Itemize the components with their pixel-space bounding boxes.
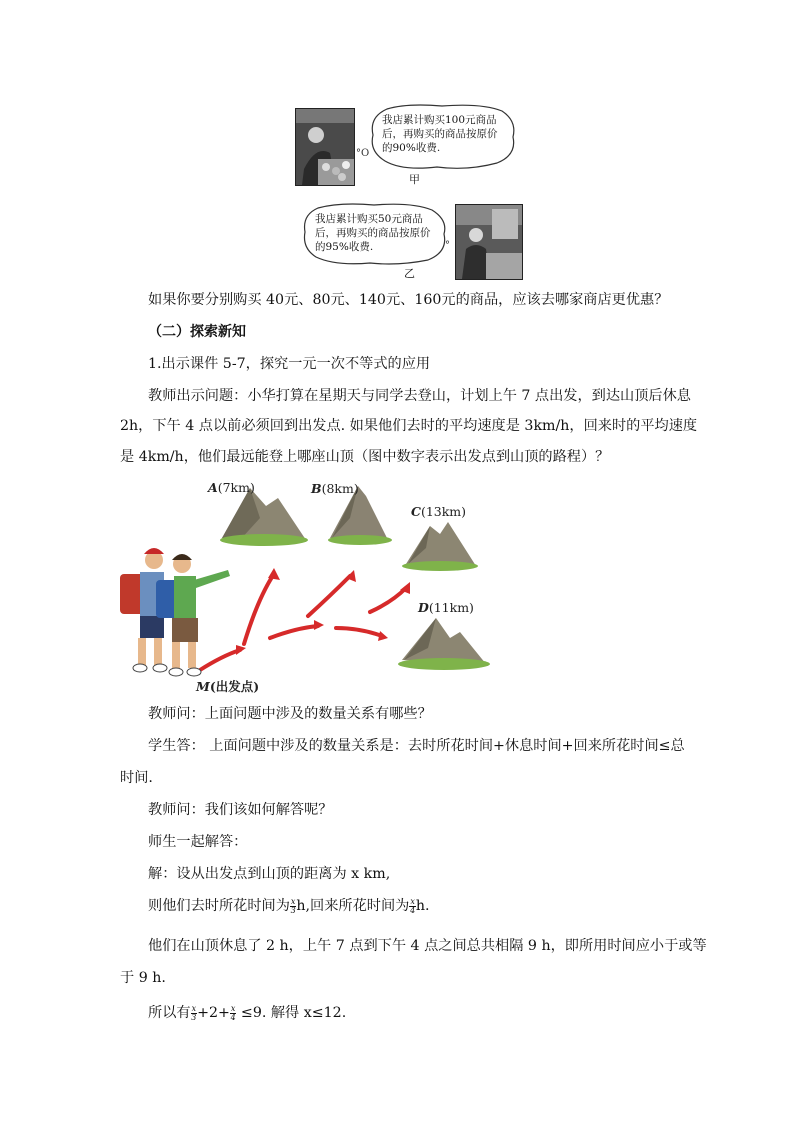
time-expression: 则他们去时所花时间为 $\frac{x}{3}$ h,回来所花时间为 $\frac{x}{4}$ h. [148, 896, 430, 915]
fraction-x-over-4-ineq: $\frac{x}{4}$ [230, 1003, 236, 1022]
problem-line-3: 是 4km/h，他们最远能登上哪座山顶（图中数字表示出发点到山顶的路程）？ [120, 449, 610, 465]
label-b: B(8km) [311, 481, 359, 496]
shop-b-speech: 我店累计购买50元商品后，再购买的商品按原价的95%收费. [315, 213, 431, 253]
rest-line-1: 他们在山顶休息了 2 h，上午 7 点到下午 4 点之间总共相隔 9 h，即所用时间应小于或等 [148, 938, 707, 954]
rest-line-2: 于 9 h. [120, 970, 166, 986]
section-title: （二）探索新知 [148, 324, 246, 340]
fraction-x-over-3: $\frac{x}{3}$ [290, 896, 296, 915]
thought-dots-b: ° [445, 240, 450, 251]
inequality-line: 所以有 $\frac{x}{3}$ +2+ $\frac{x}{4}$ ≤9. 解得 x≤12. [148, 1003, 347, 1022]
route-arrows [200, 574, 406, 670]
teacher-question-1: 教师问：上面问题中涉及的数量关系有哪些？ [148, 706, 432, 722]
shop-b-photo [455, 204, 523, 280]
question-text: 如果你要分别购买 40元、80元、140元、160元的商品，应该去哪家商店更优惠？ [148, 292, 669, 308]
shop-a-label: 甲 [409, 173, 420, 186]
shop-a-speech: 我店累计购买100元商品后，再购买的商品按原价的90%收费. [382, 114, 498, 154]
solution-intro: 解：设从出发点到山顶的距离为 x km, [148, 866, 391, 882]
label-c: C(13km) [411, 504, 467, 519]
student-answer-line-2: 时间. [120, 770, 153, 786]
mountain-d [398, 618, 490, 670]
thought-dots-a: °O [356, 148, 370, 159]
fraction-x-over-3-ineq: $\frac{x}{3}$ [191, 1003, 197, 1022]
mountain-a [220, 488, 308, 546]
label-d: D(11km) [418, 600, 474, 615]
hikers-illustration [120, 548, 230, 676]
problem-line-1: 教师出示问题：小华打算在星期天与同学去登山，计划上午 7 点出发，到达山顶后休息 [148, 388, 691, 404]
mountain-c [402, 522, 478, 571]
fraction-x-over-4: $\frac{x}{4}$ [410, 896, 416, 915]
arrow-heads [236, 568, 410, 655]
label-a: A(7km) [208, 480, 255, 495]
shop-a-photo [295, 108, 355, 186]
problem-line-2: 2h，下午 4 点以前必须回到出发点. 如果他们去时的平均速度是 3km/h，回来时的平均速度 [120, 418, 698, 434]
step-1: 1.出示课件 5-7，探究一元一次不等式的应用 [148, 356, 431, 372]
label-m: M(出发点) [196, 679, 260, 694]
teacher-question-2: 教师问：我们该如何解答呢？ [148, 802, 333, 818]
student-answer-line-1: 学生答： 上面问题中涉及的数量关系是：去时所花时间+休息时间+回来所花时间≤总 [148, 738, 685, 754]
together-solve: 师生一起解答： [148, 834, 248, 850]
shop-b-label: 乙 [404, 267, 415, 280]
